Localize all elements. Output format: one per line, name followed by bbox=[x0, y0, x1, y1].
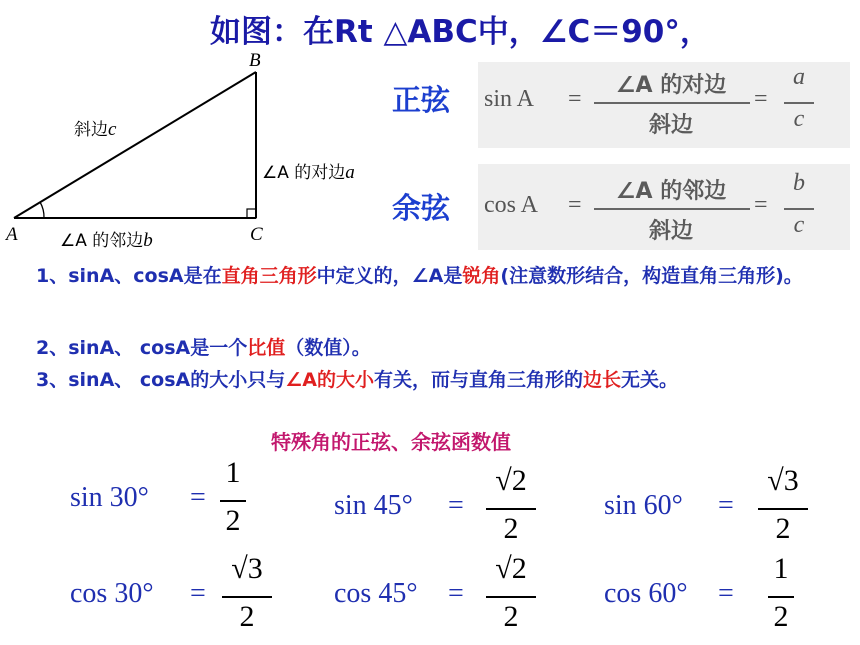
cosine-var-frac-line bbox=[784, 208, 814, 210]
note-3-highlight-1: ∠A的大小 bbox=[285, 369, 374, 391]
sine-lhs: sin A bbox=[484, 86, 535, 112]
triangle-side-hypotenuse bbox=[14, 72, 256, 218]
cos60-num: 1 bbox=[773, 552, 789, 585]
cos60-den: 2 bbox=[773, 600, 789, 633]
note-1 bbox=[10, 262, 850, 291]
right-angle-marker bbox=[247, 209, 256, 218]
right-triangle-diagram bbox=[0, 50, 420, 250]
note-3-part-e: 无关。 bbox=[621, 369, 679, 391]
adjacent-var: b bbox=[143, 230, 153, 251]
opposite-side-label bbox=[262, 158, 355, 184]
sin60-den: 2 bbox=[775, 512, 791, 545]
cosine-den: 斜边 bbox=[648, 219, 693, 244]
note-3-part-c: 有关，而与直角三角形的 bbox=[373, 369, 583, 391]
note-1-highlight-2: 锐角 bbox=[462, 265, 501, 287]
cos60-eq: = bbox=[718, 578, 734, 609]
sin45-eq: = bbox=[448, 490, 464, 521]
cos30-lhs: cos 30° bbox=[70, 578, 154, 609]
hypotenuse-var: c bbox=[108, 119, 117, 140]
cos45-frac-line bbox=[486, 596, 536, 598]
note-2 bbox=[36, 334, 371, 363]
note-3-part-a: 3、sinA、 cosA的大小只与 bbox=[36, 369, 286, 391]
cosine-var-den: c bbox=[793, 212, 805, 238]
adjacent-text: ∠A 的邻边 bbox=[60, 231, 144, 251]
cosine-formula bbox=[478, 164, 850, 250]
sin30-frac-line bbox=[220, 500, 246, 502]
sin45-num: √2 bbox=[495, 464, 527, 497]
sine-var-frac-line bbox=[784, 102, 814, 104]
note-1-part-a: 1、sinA、cosA是在 bbox=[36, 265, 222, 287]
cosine-frac-line bbox=[594, 208, 750, 210]
cos45-num: √2 bbox=[495, 552, 527, 585]
cos60-frac-line bbox=[768, 596, 794, 598]
sin30-num: 1 bbox=[225, 456, 241, 489]
hypotenuse-text: 斜边 bbox=[74, 120, 108, 140]
vertex-c-label: C bbox=[250, 224, 263, 245]
cos30-eq: = bbox=[190, 578, 206, 609]
sine-eq-2: = bbox=[754, 86, 768, 112]
sin30-den: 2 bbox=[225, 504, 241, 537]
cosine-eq-1: = bbox=[568, 192, 582, 218]
sin60-eq: = bbox=[718, 490, 734, 521]
cos30-den: 2 bbox=[239, 600, 255, 633]
cos45-eq: = bbox=[448, 578, 464, 609]
note-3 bbox=[10, 366, 850, 395]
cos45-den: 2 bbox=[503, 600, 519, 633]
cos30-frac-line bbox=[222, 596, 272, 598]
note-2-highlight: 比值 bbox=[247, 337, 286, 359]
sin60-num: √3 bbox=[767, 464, 799, 497]
sin45-frac-line bbox=[486, 508, 536, 510]
opposite-var: a bbox=[345, 162, 355, 183]
hypotenuse-label bbox=[74, 115, 116, 141]
cos45-lhs: cos 45° bbox=[334, 578, 418, 609]
vertex-b-label: B bbox=[249, 50, 261, 71]
sine-num: ∠A 的对边 bbox=[615, 73, 727, 98]
cos60-lhs: cos 60° bbox=[604, 578, 688, 609]
sin45-lhs: sin 45° bbox=[334, 490, 413, 521]
note-1-highlight-1: 直角三角形 bbox=[221, 265, 317, 287]
angle-a-arc bbox=[40, 202, 44, 218]
note-3-highlight-2: 边长 bbox=[582, 369, 621, 391]
sin45-den: 2 bbox=[503, 512, 519, 545]
cos30-num: √3 bbox=[231, 552, 263, 585]
cosine-num: ∠A 的邻边 bbox=[615, 179, 727, 204]
note-2-part-c: （数值）。 bbox=[285, 337, 371, 359]
vertex-a-label: A bbox=[6, 224, 18, 245]
cosine-var-num: b bbox=[793, 170, 805, 196]
opposite-text: ∠A 的对边 bbox=[262, 163, 346, 183]
sine-eq-1: = bbox=[568, 86, 582, 112]
sine-var-den: c bbox=[793, 106, 805, 132]
note-2-part-a: 2、sinA、 cosA是一个 bbox=[36, 337, 248, 359]
sin60-lhs: sin 60° bbox=[604, 490, 683, 521]
cosine-eq-2: = bbox=[754, 192, 768, 218]
sine-frac-line bbox=[594, 102, 750, 104]
sine-label: 正弦 bbox=[392, 83, 451, 117]
sin30-lhs: sin 30° bbox=[70, 482, 149, 513]
sine-formula bbox=[478, 62, 850, 148]
note-1-part-c: 中定义的，∠A是 bbox=[316, 265, 463, 287]
special-angles-title: 特殊角的正弦、余弦函数值 bbox=[271, 430, 511, 454]
cosine-label: 余弦 bbox=[392, 191, 451, 225]
page-title: 如图：在Rt △ABC中，∠C＝90°， bbox=[210, 14, 711, 50]
adjacent-side-label bbox=[60, 226, 153, 252]
sine-var-num: a bbox=[793, 64, 805, 90]
note-1-part-e: (注意数形结合，构造直角三角形)。 bbox=[500, 265, 803, 287]
cosine-lhs: cos A bbox=[484, 192, 538, 218]
sin30-eq: = bbox=[190, 482, 206, 513]
sin60-frac-line bbox=[758, 508, 808, 510]
sine-den: 斜边 bbox=[648, 113, 693, 138]
